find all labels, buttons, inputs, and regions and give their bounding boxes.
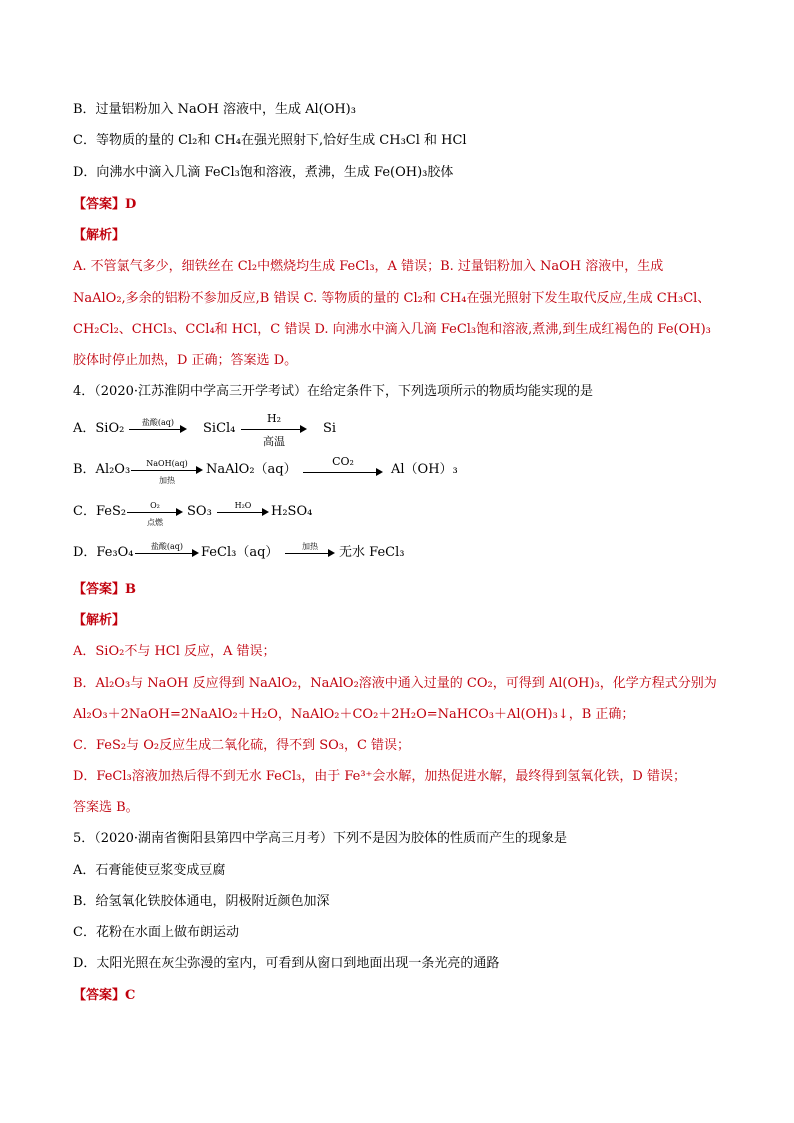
- q3-option-d: D．向沸水中滴入几滴 FeCl₃饱和溶液，煮沸，生成 Fe(OH)₃胶体: [73, 165, 454, 180]
- q4-option-a: [73, 412, 473, 448]
- reaction-b-start: B．Al₂O₃: [73, 462, 131, 477]
- q4-explanation-a: A．SiO₂不与 HCl 反应，A 错误；: [73, 644, 276, 659]
- q3-explanation-line-2: NaAlO₂,多余的铝粉不参加反应,B 错误 C. 等物质的量的 Cl₂和 CH₄在强光照射下发生取代反应,生成 CH₃Cl、: [73, 291, 711, 306]
- reaction-b-condition-2: CO₂: [332, 455, 354, 468]
- q4-explanation-label: 【解析】: [73, 613, 126, 628]
- reaction-arrow-icon: [285, 548, 335, 558]
- q5-option-d: D．太阳光照在灰尘弥漫的室内，可看到从窗口到地面出现一条光亮的通路: [73, 956, 500, 971]
- reaction-c-start: C．FeS₂: [73, 504, 127, 519]
- q4-explanation-b-2: Al₂O₃＋2NaOH=2NaAlO₂＋H₂O，NaAlO₂＋CO₂＋2H₂O=NaHCO₃＋Al(OH)₃↓，B 正确；: [73, 707, 635, 722]
- reaction-d-start: D．Fe₃O₄: [73, 545, 134, 560]
- q4-explanation-conclusion: 答案选 B。: [73, 800, 139, 815]
- q5-option-b: B．给氢氧化铁胶体通电，阴极附近颜色加深: [73, 894, 330, 909]
- q5-option-c: C．花粉在水面上做布朗运动: [73, 925, 239, 940]
- reaction-d-condition-1: 盐酸(aq): [150, 542, 184, 551]
- reaction-arrow-icon: [217, 507, 269, 517]
- reaction-b-condition-1-bottom: 加热: [159, 476, 175, 485]
- reaction-d-product: 无水 FeCl₃: [339, 545, 405, 560]
- reaction-arrow-icon: [303, 467, 383, 477]
- reaction-d-intermediate: FeCl₃（aq）: [201, 545, 279, 560]
- reaction-d-condition-2: 加热: [302, 542, 318, 551]
- q4-option-c: [73, 503, 373, 525]
- q4-explanation-b-1: B．Al₂O₃与 NaOH 反应得到 NaAlO₂，NaAlO₂溶液中通入过量的 CO₂，可得到 Al(OH)₃，化学方程式分别为: [73, 676, 717, 691]
- reaction-a-product: Si: [323, 421, 337, 436]
- reaction-a-condition-2-bottom: 高温: [263, 435, 285, 448]
- reaction-c-condition-1-bottom: 点燃: [147, 518, 163, 527]
- reaction-b-intermediate: NaAlO₂（aq）: [206, 462, 297, 477]
- reaction-c-condition-1-top: O₂: [150, 501, 160, 510]
- q5-option-a: A．石膏能使豆浆变成豆腐: [73, 863, 226, 878]
- reaction-b-condition-1-top: NaOH(aq): [146, 459, 188, 468]
- q5-stem: 5．（2020·湖南省衡阳县第四中学高三月考）下列不是因为胶体的性质而产生的现象是: [73, 831, 567, 846]
- q4-explanation-d: D．FeCl₃溶液加热后得不到无水 FeCl₃，由于 Fe³⁺会水解，加热促进水解，最终得到氢氧化铁，D 错误；: [73, 769, 686, 784]
- reaction-a-condition-1: 盐酸(aq): [141, 418, 175, 427]
- reaction-c-product: H₂SO₄: [271, 504, 313, 519]
- q4-answer: 【答案】B: [73, 582, 136, 597]
- q5-answer: 【答案】C: [73, 988, 136, 1003]
- reaction-a-start: A．SiO₂: [73, 421, 125, 436]
- reaction-b-product: Al（OH）₃: [391, 462, 458, 477]
- reaction-arrow-icon: [135, 548, 199, 558]
- q3-explanation-line-4: 胶体时停止加热，D 正确；答案选 D。: [73, 353, 298, 368]
- q4-stem: 4．（2020·江苏淮阴中学高三开学考试）在给定条件下，下列选项所示的物质均能实现的是: [73, 384, 593, 399]
- q4-option-b: [73, 455, 493, 485]
- q4-option-d: [73, 544, 433, 566]
- reaction-a-condition-2-top: H₂: [266, 412, 281, 425]
- reaction-arrow-icon: [129, 424, 187, 434]
- reaction-c-intermediate: SO₃: [187, 504, 212, 519]
- q3-option-c: C．等物质的量的 Cl₂和 CH₄在强光照射下,恰好生成 CH₃Cl 和 HCl: [73, 133, 467, 148]
- q3-explanation-label: 【解析】: [73, 228, 126, 243]
- q4-explanation-c: C．FeS₂与 O₂反应生成二氧化硫，得不到 SO₃，C 错误；: [73, 738, 411, 753]
- q3-explanation-line-3: CH₂Cl₂、CHCl₃、CCl₄和 HCl，C 错误 D. 向沸水中滴入几滴 FeCl₃饱和溶液,煮沸,到生成红褐色的 Fe(OH)₃: [73, 322, 711, 337]
- q3-answer: 【答案】D: [73, 197, 137, 212]
- q3-option-b: B．过量铝粉加入 NaOH 溶液中，生成 Al(OH)₃: [73, 102, 356, 117]
- q3-explanation-line-1: A. 不管氯气多少，细铁丝在 Cl₂中燃烧均生成 FeCl₃，A 错误；B. 过量铝粉加入 NaOH 溶液中，生成: [73, 259, 664, 274]
- reaction-c-condition-2: H₂O: [234, 501, 252, 510]
- reaction-a-intermediate: SiCl₄: [203, 421, 236, 436]
